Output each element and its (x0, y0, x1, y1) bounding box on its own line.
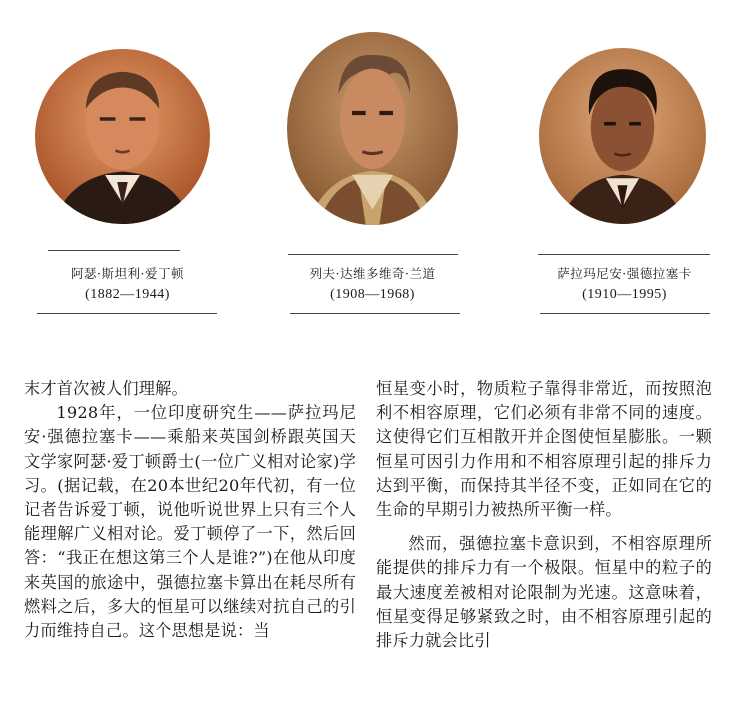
caption-years: (1910—1995) (582, 287, 667, 302)
caption-rule (37, 313, 217, 314)
portrait-caption (527, 263, 722, 305)
portrait-caption (280, 263, 465, 305)
right-text-column (376, 377, 712, 653)
caption-rule (290, 313, 460, 314)
caption-name: 列夫·达维多维奇·兰道 (309, 266, 436, 281)
caption-name: 萨拉玛尼安·强德拉塞卡 (557, 266, 692, 281)
chandrasekhar-portrait-icon (539, 48, 706, 224)
paragraph: 然而，强德拉塞卡意识到，不相容原理所能提供的排斥力有一个极限。恒星中的粒子的最大速度差被相对论限制为光速。这意味着，恒星变得足够紧致之时，由不相容原理引起的排斥力就会比引 (376, 534, 712, 651)
left-text-column (24, 377, 356, 643)
portrait-caption (35, 263, 220, 305)
paragraph: 末才首次被人们理解。 (24, 379, 188, 398)
landau-portrait-icon (287, 32, 458, 225)
caption-rule (538, 254, 710, 255)
paragraph: 恒星变小时，物质粒子靠得非常近，而按照泡利不相容原理，它们必须有非常不同的速度。这使得它们互相散开并企图使恒星膨胀。一颗恒星可因引力作用和不相容原理引起的排斥力达到平衡，而保持其半径不变，正如同在它的生命的早期引力被热所平衡一样。 (376, 379, 712, 520)
paragraph: 1928年，一位印度研究生——萨拉玛尼安·强德拉塞卡——乘船来英国剑桥跟英国天文学家阿瑟·爱丁顿爵士(一位广义相对论家)学习。(据记载，在20本世纪20年代初，有一位记者告诉爱丁顿，说他听说世界上只有三个人能理解广义相对论。爱丁顿停了一下，然后回答：“我正在想这第三个人是谁?”)在他从印度来英国的旅途中，强德拉塞卡算出在耗尽所有燃料之后，多大的恒星可以继续对抗自己的引力而维持自己。这个思想是说：当 (24, 403, 356, 641)
caption-rule (48, 250, 180, 251)
caption-years: (1908—1968) (330, 287, 415, 302)
caption-rule (288, 254, 458, 255)
eddington-portrait-icon (35, 49, 210, 224)
caption-name: 阿瑟·斯坦利·爱丁顿 (71, 266, 184, 281)
caption-years: (1882—1944) (85, 287, 170, 302)
caption-rule (540, 313, 710, 314)
